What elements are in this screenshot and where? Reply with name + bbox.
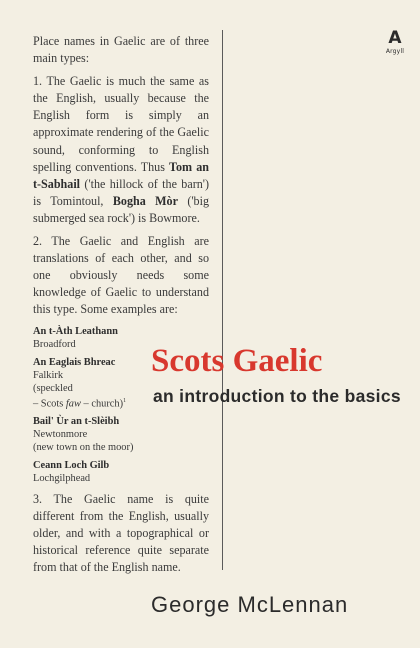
note-text: – Scots [33,397,66,409]
example-gaelic: Ceann Loch Gilb [33,459,110,471]
example-gaelic: Bail' Ùr an t-Slèibh [33,415,120,427]
publisher-logo-mark: A [388,28,402,48]
type-one-text: 1. The Gaelic is much the same as the English, usually because the English form is simply an approximate rendering of the Gaelic sound, conforming to English spelling conventions. Thus [33,74,209,174]
example-item [33,415,209,454]
type-one-text-2: ('the hillock of the barn') is Tomintoul, [33,176,209,208]
intro-paragraph: Place names in Gaelic are of three main types: [33,34,209,66]
author-name: George McLennan [151,592,349,617]
publisher-name: Argyll [385,48,405,55]
example-english: Falkirk [33,369,64,381]
note-italic: faw [65,397,81,409]
example-tom-an-t-sabhail: Tom an t-Sabhail [33,159,209,191]
body-text-column [33,33,209,582]
footnote-marker: 1 [123,397,127,404]
vertical-divider [222,30,223,570]
example-gaelic: An t-Àth Leathann [33,325,118,337]
type-three-paragraph: 3. The Gaelic name is quite different from the English, usually older, and with a topographical or historical reference quite separate from that of the English name. [33,491,209,575]
example-english: Lochgilphead [33,472,91,484]
type-two-paragraph: 2. The Gaelic and English are translations of each other, and so one obviously needs some knowledge of Gaelic to understand this type. Some examples are: [33,234,209,317]
type-one-text-3: ('big submerged sea rock') is Bowmore. [33,193,209,225]
example-english: Broadford [33,338,76,350]
example-note: (new town on the moor) [33,441,134,453]
example-bogha-mor: Bogha Mòr [112,193,178,208]
book-subtitle: an introduction to the basics [153,386,401,406]
example-note: (speckled [33,382,73,394]
type-one-paragraph [33,73,209,227]
publisher-logo [384,30,406,55]
example-english: Newtonmore [33,428,88,440]
note-text: – church) [80,397,124,409]
example-item [33,459,209,485]
example-gaelic: An Eaglais Bhreac [33,356,116,368]
book-title: Scots Gaelic [151,343,323,379]
